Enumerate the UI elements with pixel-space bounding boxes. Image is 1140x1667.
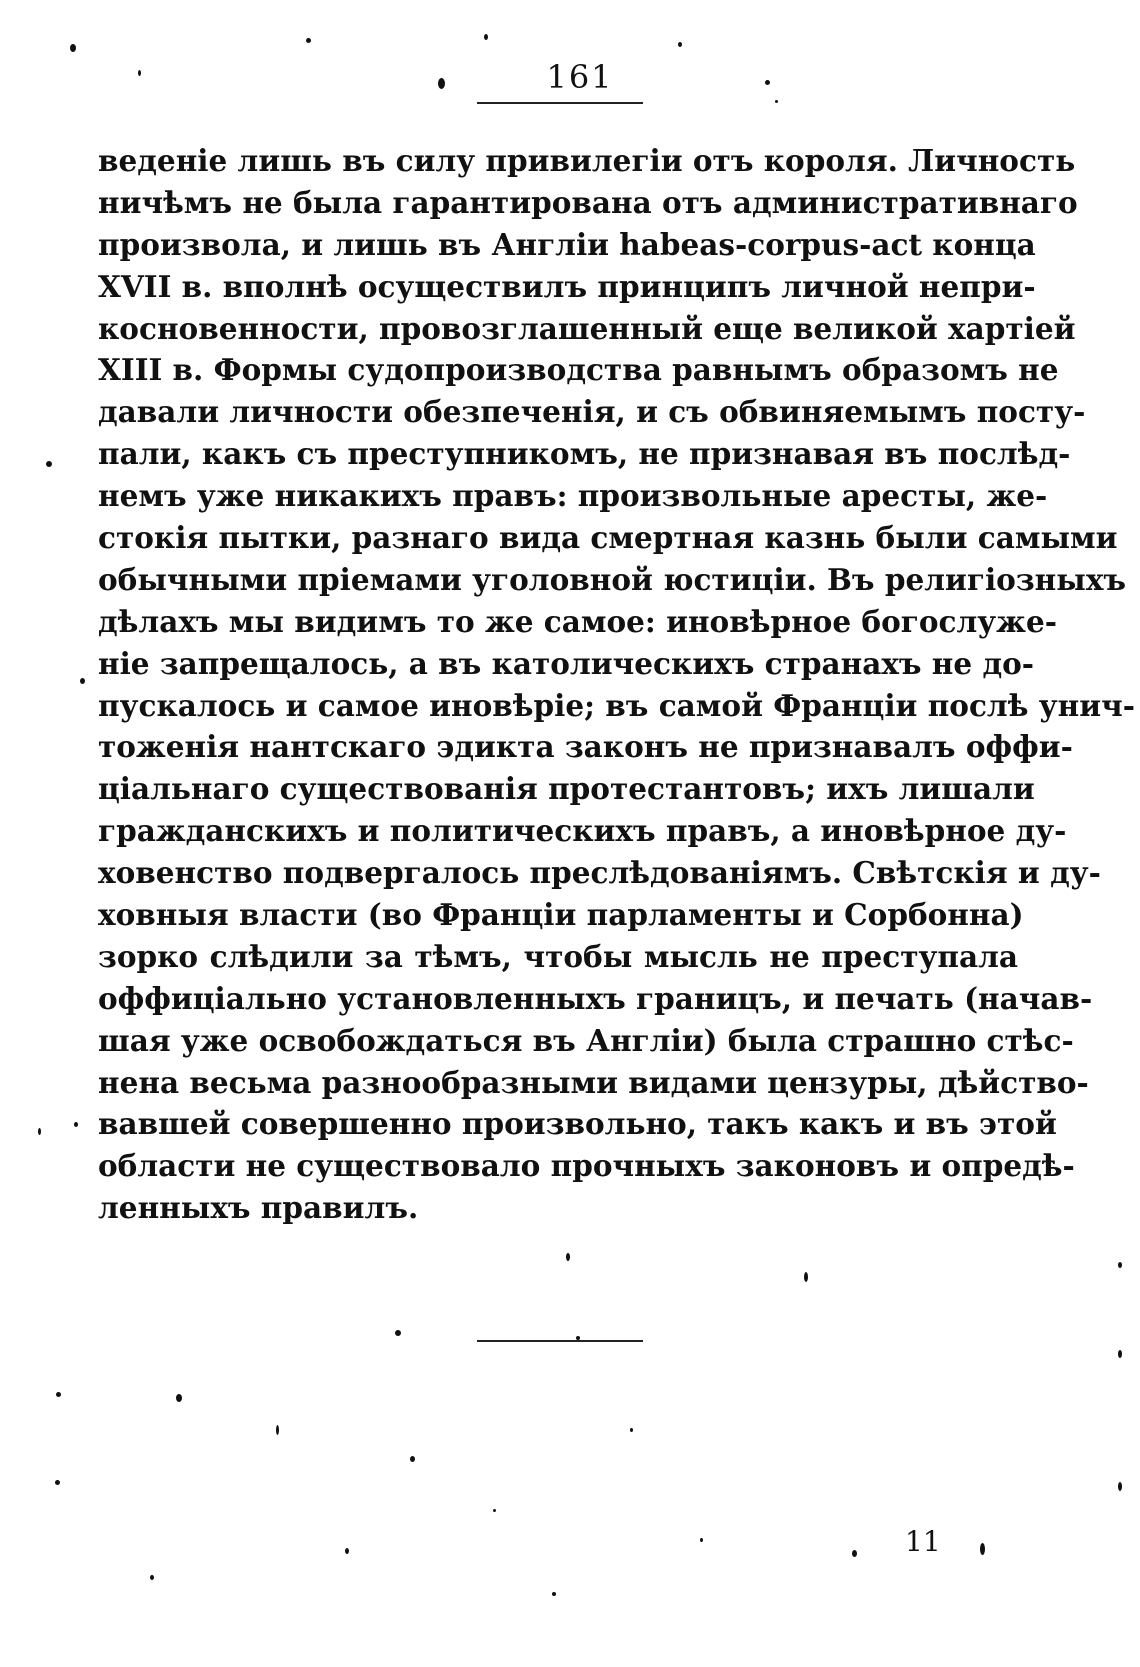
scan-speck <box>150 1575 154 1580</box>
scan-speck <box>566 1253 570 1261</box>
scan-speck <box>765 80 770 85</box>
text-line: ничѣмъ не была гарантирована отъ административнаго <box>98 184 1078 220</box>
text-line: веденіе лишь въ силу привилегіи отъ короля. Личность <box>98 143 1076 178</box>
text-line: вавшей совершенно произвольно, такъ какъ и въ этой <box>98 1106 1057 1142</box>
text-line: стокія пытки, разнаго вида смертная казнь были самыми <box>98 520 1118 556</box>
scan-speck <box>46 461 52 467</box>
scan-speck <box>1118 1262 1122 1268</box>
scan-speck <box>852 1550 857 1557</box>
text-line: тоженія нантскаго эдикта законъ не признавалъ оффи- <box>98 729 1073 765</box>
text-line: косновенности, провозглашенный еще великой хартіей <box>98 310 1076 346</box>
scan-speck <box>55 1480 60 1485</box>
scan-speck <box>74 1122 78 1127</box>
scan-speck <box>1118 1350 1122 1358</box>
scan-speck <box>700 1538 703 1542</box>
scan-speck <box>484 34 488 40</box>
text-line: области не существовало прочныхъ законовъ и опредѣ- <box>98 1148 1075 1184</box>
text-line: ніе запрещалось, а въ католическихъ странахъ не до- <box>98 645 1035 681</box>
signature-mark: 11 <box>905 1525 941 1558</box>
scan-speck <box>410 1456 415 1462</box>
text-line: немъ уже никакихъ правъ: произвольные аресты, же- <box>98 478 1048 514</box>
scan-speck <box>70 44 76 52</box>
text-line: обычными пріемами уголовной юстиціи. Въ религіозныхъ <box>98 561 1127 597</box>
text-line: дѣлахъ мы видимъ то же самое: иновѣрное богослуже- <box>98 603 1057 639</box>
header-rule <box>477 102 643 104</box>
scan-speck <box>80 678 85 684</box>
text-line: давали личности обезпеченія, и съ обвиняемымъ посту- <box>98 394 1086 430</box>
scan-speck <box>176 1394 182 1402</box>
scan-speck <box>306 38 311 43</box>
text-line: зорко слѣдили за тѣмъ, чтобы мысль не преступала <box>98 938 1018 974</box>
scan-speck <box>552 1592 556 1596</box>
text-line: XVII в. вполнѣ осуществилъ принципъ личной непри- <box>98 268 1036 304</box>
text-line: пали, какъ съ преступникомъ, не признавая въ послѣд- <box>98 436 1071 472</box>
scan-speck <box>1118 1482 1122 1491</box>
page-number: 161 <box>546 58 614 96</box>
text-line: гражданскихъ и политическихъ правъ, а иновѣрное ду- <box>98 813 1067 849</box>
text-line: шая уже освобождаться въ Англіи) была страшно стѣс- <box>98 1022 1074 1058</box>
scan-speck <box>678 42 682 47</box>
scan-speck <box>630 1428 633 1432</box>
text-line: ховныя власти (во Франціи парламенты и Сорбонна) <box>98 897 1024 933</box>
scan-speck <box>775 100 778 103</box>
scan-speck <box>138 70 141 76</box>
scan-speck <box>56 1392 61 1397</box>
scan-speck <box>438 78 445 89</box>
scan-speck <box>276 1425 279 1435</box>
text-line: оффиціально установленныхъ границъ, и печать (начав- <box>98 980 1093 1016</box>
scan-speck <box>493 1509 496 1512</box>
text-line: нена весьма разнообразными видами цензуры, дѣйство- <box>98 1064 1089 1100</box>
text-line: произвола, и лишь въ Англіи habeas-corpus-act конца <box>98 226 1036 262</box>
scan-speck <box>38 1128 41 1135</box>
end-rule <box>477 1340 643 1342</box>
body-text <box>98 140 1135 1229</box>
scan-speck <box>980 1543 985 1555</box>
text-line: XIII в. Формы судопроизводства равнымъ образомъ не <box>98 352 1059 388</box>
text-line: пускалось и самое иновѣріе; въ самой Франціи послѣ унич- <box>98 687 1135 723</box>
text-line: ціальнаго существованія протестантовъ; ихъ лишали <box>98 771 1035 807</box>
scan-speck <box>804 1272 808 1282</box>
text-line: ленныхъ правилъ. <box>98 1190 419 1226</box>
scan-speck <box>395 1330 401 1336</box>
scan-speck <box>576 1336 580 1340</box>
text-line: ховенство подвергалось преслѣдованіямъ. Свѣтскія и ду- <box>98 855 1101 891</box>
scan-speck <box>345 1548 349 1554</box>
